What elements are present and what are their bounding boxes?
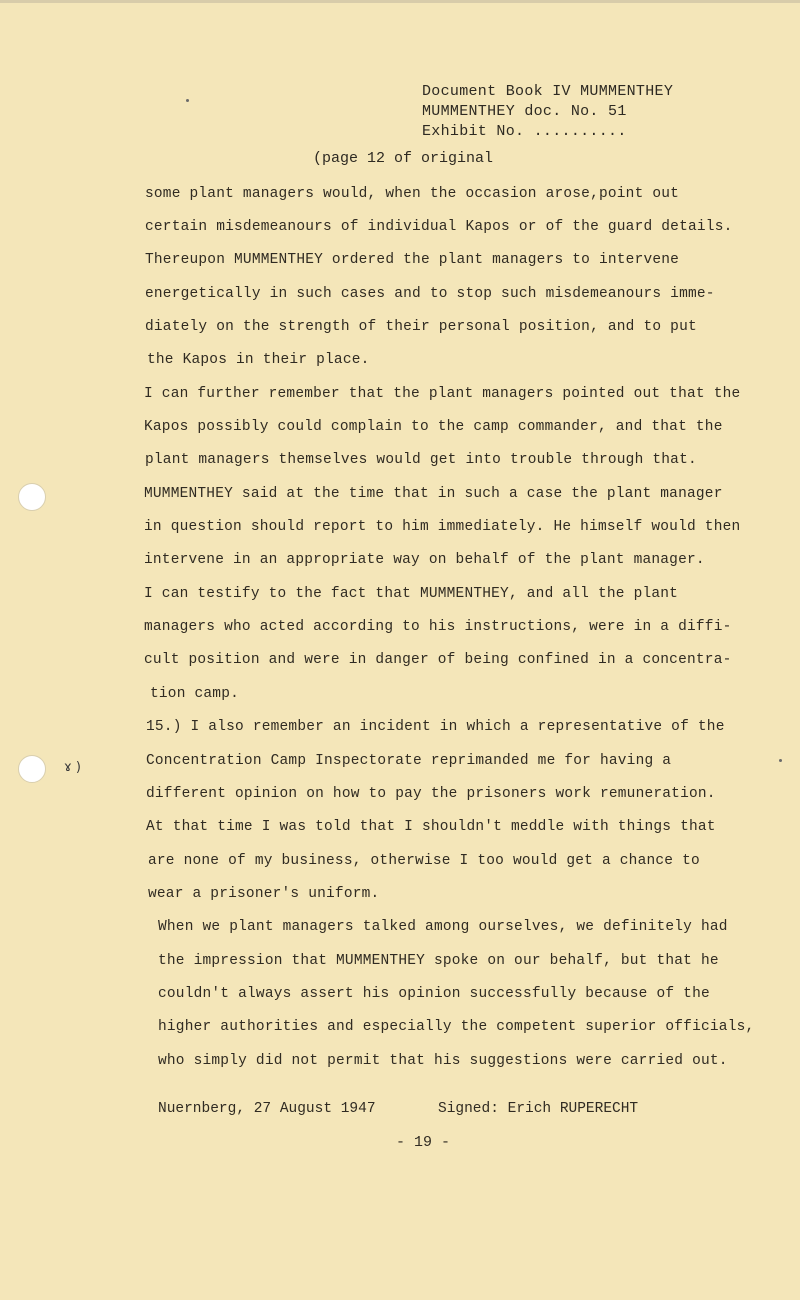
header-document-book: Document Book IV MUMMENTHEY (422, 83, 674, 100)
body-line: tion camp. (150, 686, 240, 702)
paper-speck (779, 759, 782, 762)
body-line: energetically in such cases and to stop such misdemeanours imme- (145, 286, 715, 302)
body-line: Kapos possibly could complain to the camp commander, and that the (144, 419, 723, 435)
body-line: Thereupon MUMMENTHEY ordered the plant managers to intervene (145, 252, 680, 268)
body-line: who simply did not permit that his suggestions were carried out. (158, 1053, 728, 1069)
body-line: wear a prisoner's uniform. (148, 886, 380, 902)
body-line: certain misdemeanours of individual Kapos or of the guard details. (145, 219, 733, 235)
place-and-date: Nuernberg, 27 August 1947 (158, 1101, 376, 1117)
body-line: some plant managers would, when the occasion arose,point out (145, 186, 680, 202)
body-line: Concentration Camp Inspectorate reprimanded me for having a (146, 753, 672, 769)
paper-speck (186, 99, 189, 102)
body-line: couldn't always assert his opinion successfully because of the (158, 986, 710, 1002)
body-line: I can further remember that the plant managers pointed out that the (144, 386, 741, 402)
body-line: MUMMENTHEY said at the time that in such a case the plant manager (144, 486, 723, 502)
handwritten-margin-mark: ɤ ) (64, 760, 81, 775)
body-line: are none of my business, otherwise I too would get a chance to (148, 853, 700, 869)
body-line: different opinion on how to pay the prisoners work remuneration. (146, 786, 716, 802)
body-line: When we plant managers talked among ourselves, we definitely had (158, 919, 728, 935)
body-line: 15.) I also remember an incident in which a representative of the (146, 719, 725, 735)
punch-hole-top (18, 483, 46, 511)
signature-line: Signed: Erich RUPERECHT (438, 1101, 639, 1117)
body-line: the Kapos in their place. (147, 352, 370, 368)
body-line: I can testify to the fact that MUMMENTHEY, and all the plant (144, 586, 679, 602)
body-line: plant managers themselves would get into trouble through that. (145, 452, 697, 468)
punch-hole-bottom (18, 755, 46, 783)
header-doc-number: MUMMENTHEY doc. No. 51 (422, 103, 627, 120)
header-exhibit-number: Exhibit No. .......... (422, 123, 627, 140)
body-line: diately on the strength of their personal position, and to put (145, 319, 697, 335)
body-line: cult position and were in danger of being confined in a concentra- (144, 652, 732, 668)
body-line: the impression that MUMMENTHEY spoke on our behalf, but that he (158, 953, 719, 969)
body-line: At that time I was told that I shouldn't meddle with things that (146, 819, 716, 835)
body-line: intervene in an appropriate way on behalf of the plant manager. (144, 552, 705, 568)
page-number: - 19 - (396, 1134, 451, 1151)
body-line: in question should report to him immediately. He himself would then (144, 519, 741, 535)
original-page-reference: (page 12 of original (313, 150, 494, 167)
body-line: managers who acted according to his instructions, were in a diffi- (144, 619, 732, 635)
body-line: higher authorities and especially the competent superior officials, (158, 1019, 755, 1035)
